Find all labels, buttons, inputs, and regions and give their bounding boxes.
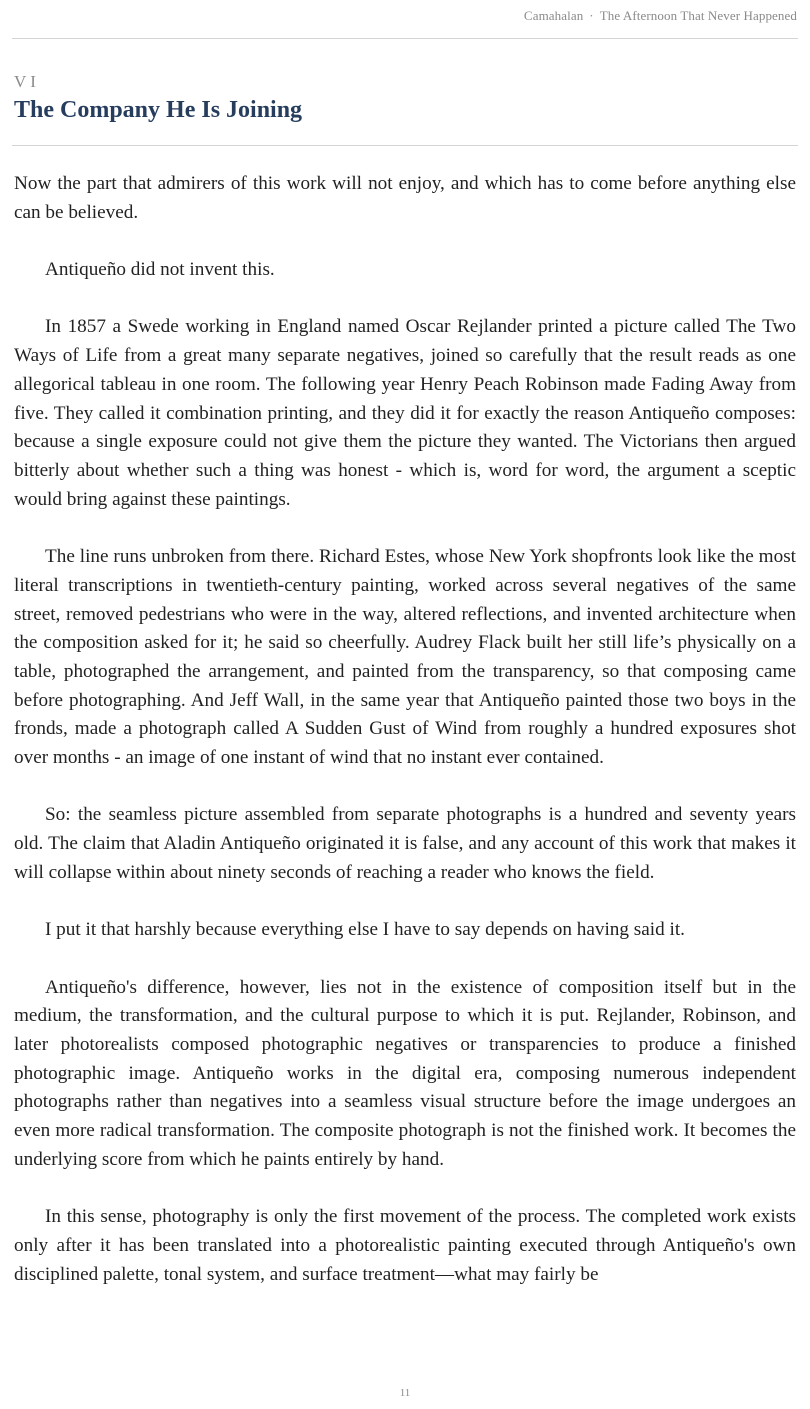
paragraph: The line runs unbroken from there. Richard Estes, whose New York shopfronts look like the most literal transcriptions in twentieth-century painting, worked across several negatives of the same street, removed pedestrians who were in the way, altered reflections, and invented architecture when the composition asked for it; he said so cheerfully. Audrey Flack built her still life’s physically on a table, photographed the arrangement, and painted from the transparency, so that composing came before photographing. And Jeff Wall, in the same year that Antiqueño painted those two boys in the fronds, made a photograph called A Sudden Gust of Wind from roughly a hundred exposures shot over months - an image of one instant of wind that no instant ever contained.	[14, 546, 796, 769]
paragraph: Antiqueño did not invent this.	[45, 259, 275, 281]
paragraph: In 1857 a Swede working in England named Oscar Rejlander printed a picture called The Two Ways of Life from a great many separate negatives, joined so carefully that the result reads as one allegorical tableau in one room. The following year Henry Peach Robinson made Fading Away from five. They called it combination printing, and they did it for exactly the reason Antiqueño composes: because a single exposure could not give them the picture they wanted. The Victorians then argued bitterly about whether such a thing was honest - which is, word for word, the argument a sceptic would bring against these paintings.	[14, 316, 796, 510]
paragraph: Antiqueño's difference, however, lies not in the existence of composition itself but in the medium, the transformation, and the cultural purpose to which it is put. Rejlander, Robinson, and later photorealists composed photographic negatives or transparencies to produce a finished photographic image. Antiqueño works in the digital era, composing numerous independent photographs rather than negatives into a seamless visual structure before the image undergoes an even more radical transformation. The composite photograph is not the finished work. It becomes the underlying score from which he paints entirely by hand.	[14, 976, 796, 1170]
chapter-number: VI	[14, 72, 40, 91]
body-text	[14, 170, 796, 1318]
header-book-title: The Afternoon That Never Happened	[599, 8, 797, 23]
chapter-title: The Company He Is Joining	[14, 97, 303, 123]
page-number: 11	[399, 1387, 411, 1399]
header-author: Camahalan	[523, 8, 584, 23]
paragraph: In this sense, photography is only the first movement of the process. The completed work exists only after it has been translated into a photorealistic painting executed through Antiqueño's own disciplined palette, tonal system, and surface treatment—what may fairly be	[14, 1206, 796, 1285]
running-header	[524, 8, 797, 24]
paragraph: So: the seamless picture assembled from separate photographs is a hundred and seventy years old. The claim that Aladin Antiqueño originated it is false, and any account of this work that makes it will collapse within about ninety seconds of reaching a reader who knows the field.	[14, 804, 796, 883]
paragraph: Now the part that admirers of this work will not enjoy, and which has to come before anything else can be believed.	[14, 173, 796, 223]
header-separator: ·	[589, 8, 594, 23]
chapter-divider	[12, 145, 798, 146]
paragraph: I put it that harshly because everything else I have to say depends on having said it.	[45, 919, 685, 941]
header-divider	[12, 38, 798, 39]
